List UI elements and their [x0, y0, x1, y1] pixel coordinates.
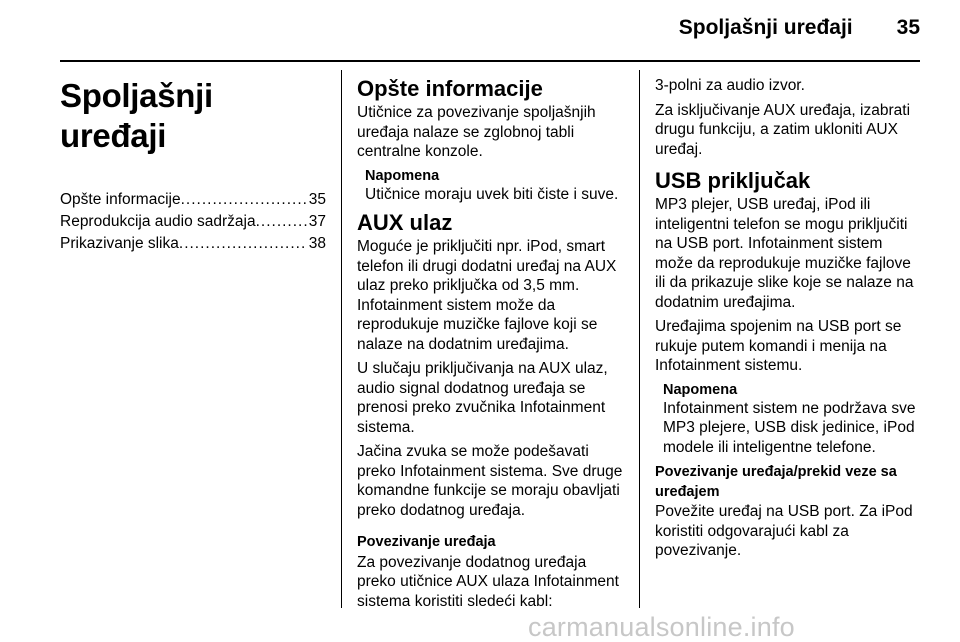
toc-entry-page: 38: [308, 235, 326, 252]
paragraph-aux-1: Moguće je priključiti npr. iPod, smart telefon ili drugi dodatni uređaj na AUX ulaz preko priključka od 3,5 mm. Infotainment sistem može da reprodukuje muzičke fajlove koji se nalaze na dodatnim uređajima.: [357, 238, 617, 353]
running-head: [60, 16, 920, 50]
column-3: [655, 76, 923, 566]
running-head-title: Spoljašnji uređaji: [678, 16, 853, 39]
paragraph-usb-1: MP3 plejer, USB uređaj, iPod ili inteligentni telefon se mogu priključiti na USB port. Infotainment sistem može da reprodukuje muzičke fajlove ili da prikazuje slike koje se nalaze na dodatnim uređajima.: [655, 196, 914, 311]
note-label: Napomena: [663, 381, 738, 398]
chapter-title: Spoljašnji uređaji: [60, 77, 213, 154]
note-box: [663, 381, 923, 458]
paragraph-usb-2: Uređajima spojenim na USB port se rukuje putem komandi i menija na Infotainment sistemu.: [655, 318, 902, 374]
toc-entry-label: Reprodukcija audio sadržaja: [60, 213, 256, 230]
column-divider-1: [341, 70, 342, 608]
paragraph-cable-type: 3-polni za audio izvor.: [655, 77, 805, 94]
toc-entry-page: 35: [308, 191, 326, 208]
toc-leader-dots: [181, 189, 307, 211]
section-heading-usb: USB priključak: [655, 168, 811, 193]
paragraph-intro: Utičnice za povezivanje spoljašnjih uređaja nalaze se zglobnoj tabli centralne konzole.: [357, 104, 596, 160]
section-heading-aux-input: AUX ulaz: [357, 210, 453, 235]
toc-entry[interactable]: [60, 189, 326, 211]
column-2: [357, 76, 625, 616]
section-heading-general-info: Opšte informacije: [357, 76, 543, 101]
subheading-connect-disconnect: Povezivanje uređaja/prekid veze sa uređajem: [655, 464, 897, 500]
paragraph-connect: Za povezivanje dodatnog uređaja preko utičnice AUX ulaza Infotainment sistema koristiti sledeći kabl:: [357, 553, 619, 610]
column-1: [60, 76, 326, 255]
header-rule: [60, 60, 920, 62]
note-text: Utičnice moraju uvek biti čiste i suve.: [365, 185, 619, 203]
paragraph-disconnect-aux: Za isključivanje AUX uređaja, izabrati drugu funkciju, a zatim ukloniti AUX uređaj.: [655, 101, 911, 158]
note-text: Infotainment sistem ne podržava sve MP3 plejere, USB disk jedinice, iPod modele ili inteligentne telefone.: [663, 399, 916, 456]
table-of-contents: [60, 189, 326, 255]
spacer: [357, 525, 625, 533]
toc-leader-dots: [256, 211, 307, 233]
page-number: 35: [896, 16, 920, 39]
column-divider-2: [639, 70, 640, 608]
note-box: [365, 167, 625, 205]
toc-entry[interactable]: [60, 211, 326, 233]
paragraph-aux-3: Jačina zvuka se može podešavati preko Infotainment sistema. Sve druge komandne funkcije se moraju obavljati preko dodatnog uređaja.: [357, 443, 623, 519]
note-label: Napomena: [365, 167, 440, 184]
toc-entry-label: Prikazivanje slika: [60, 235, 179, 252]
subheading-connect-device: Povezivanje uređaja: [357, 534, 496, 550]
paragraph-usb-connect: Povežite uređaj na USB port. Za iPod koristiti odgovarajući kabl za povezivanje.: [655, 503, 913, 559]
watermark: carmanualsonline.info: [528, 612, 795, 642]
paragraph-aux-2: U slučaju priključivanja na AUX ulaz, audio signal dodatnog uređaja se prenosi preko zvučnika Infotainment sistema.: [357, 360, 608, 436]
toc-entry[interactable]: [60, 233, 326, 255]
toc-entry-page: 37: [308, 213, 326, 230]
toc-leader-dots: [179, 233, 307, 255]
toc-entry-label: Opšte informacije: [60, 191, 181, 208]
